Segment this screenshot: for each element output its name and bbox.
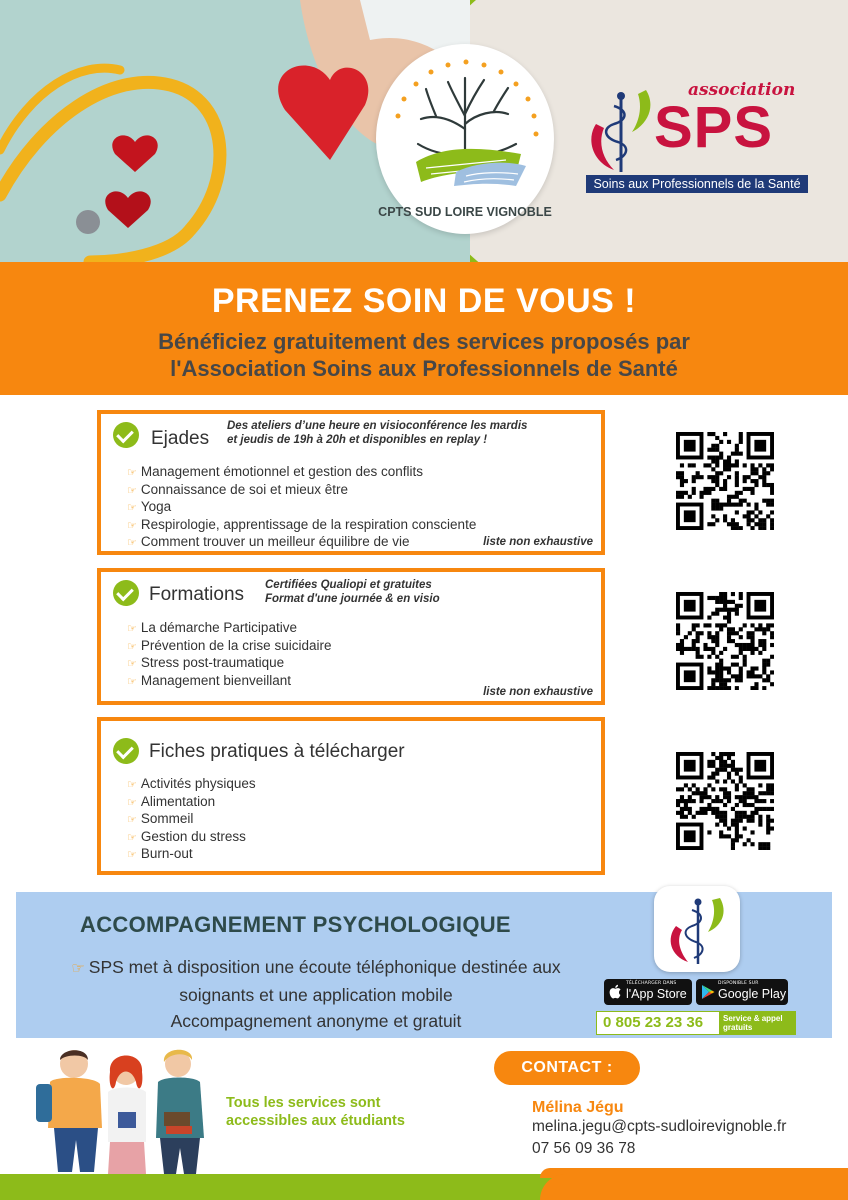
page-subtitle [0, 328, 848, 382]
contact-email-link[interactable]: melina.jegu@cpts-sudloirevignoble.fr [532, 1118, 787, 1135]
list-item: ☞ Comment trouver un meilleur équilibre de vie [127, 534, 410, 550]
pointing-hand-icon: ☞ [127, 814, 137, 827]
qr-code-icon [676, 432, 774, 530]
pointing-hand-icon: ☞ [127, 484, 137, 497]
list-item: ☞ Stress post-traumatique [127, 655, 285, 671]
list-item: ☞ Respirologie, apprentissage de la respiration consciente [127, 516, 477, 532]
service-list [127, 463, 476, 551]
list-item: ☞ Management émotionnel et gestion des conflits [127, 464, 424, 479]
service-title: Fiches pratiques à télécharger [149, 741, 405, 762]
list-item: ☞ Management bienveillant [127, 672, 291, 688]
headline-banner [0, 262, 848, 395]
app-store-button[interactable] [604, 979, 692, 1005]
subtitle-line-2: l'Association Soins aux Professionnels de Santé [170, 356, 678, 381]
qr-code-icon [676, 752, 774, 850]
app-store-label: l'App Store [626, 987, 687, 1001]
psy-line-2: soignants et une application mobile [179, 985, 453, 1005]
phone-number: 0 805 23 23 36 [603, 1014, 704, 1031]
cpts-logo-text: CPTS SUD LOIRE VIGNOBLE [378, 205, 552, 219]
pointing-hand-icon: ☞ [127, 675, 137, 688]
check-icon [113, 738, 139, 764]
tree-icon [376, 44, 554, 234]
header [0, 0, 848, 262]
psy-description [16, 954, 616, 1034]
students-line-2: accessibles aux étudiants [226, 1113, 405, 1129]
pointing-hand-icon: ☞ [127, 519, 137, 532]
list-item: ☞ Burn-out [127, 846, 193, 862]
app-store-small-label: TÉLÉCHARGER DANS [626, 981, 677, 986]
psy-title: ACCOMPAGNEMENT PSYCHOLOGIQUE [80, 912, 511, 937]
service-list [127, 619, 331, 689]
sps-association-label: association [688, 80, 796, 100]
list-item: ☞ Activités physiques [127, 776, 256, 791]
pointing-hand-icon: ☞ [127, 502, 137, 515]
list-item: ☞ Connaissance de soi et mieux être [127, 481, 348, 497]
service-note-line-1: Des ateliers d’une heure en visioconférence les mardis [227, 420, 528, 432]
list-item: ☞ Prévention de la crise suicidaire [127, 637, 332, 653]
service-note [265, 578, 440, 606]
service-footnote: liste non exhaustive [483, 686, 593, 698]
service-box-fiches [97, 717, 605, 875]
cpts-logo [376, 44, 554, 234]
psy-line-1: ☞ SPS met à disposition une écoute téléphonique destinée aux [71, 957, 561, 977]
service-title: Formations [149, 584, 245, 605]
service-footnote: liste non exhaustive [483, 536, 593, 548]
service-title: Ejades [151, 428, 210, 449]
subtitle-line-1: Bénéficiez gratuitement des services proposés par [158, 329, 690, 354]
contact-phone-link[interactable]: 07 56 09 36 78 [532, 1140, 636, 1157]
pointing-hand-icon: ☞ [127, 831, 137, 844]
page-title: PRENEZ SOIN DE VOUS ! [211, 282, 637, 320]
qr-code-ejades[interactable] [676, 432, 774, 530]
caduceus-hands-icon [584, 84, 654, 176]
list-item: ☞ Yoga [127, 499, 172, 515]
service-note-line-2: et jeudis de 19h à 20h et disponibles en replay ! [227, 434, 488, 446]
sps-logo [584, 78, 816, 196]
free-phone-number[interactable] [596, 1011, 796, 1035]
sps-app-icon[interactable] [654, 886, 740, 972]
service-note [227, 419, 527, 447]
pointing-hand-icon: ☞ [127, 779, 137, 791]
list-item: ☞ Gestion du stress [127, 828, 246, 844]
service-note-line-2: Format d'une journée & en visio [265, 593, 440, 605]
footer-green-band [0, 1174, 570, 1200]
service-box-formations [97, 568, 605, 705]
pointing-hand-icon: ☞ [127, 623, 137, 635]
check-icon [113, 422, 139, 448]
students-illustration [28, 1042, 224, 1178]
contact-badge [494, 1051, 640, 1085]
psychological-support-panel [16, 892, 832, 1038]
students-info [226, 1094, 466, 1130]
qr-code-icon [676, 592, 774, 690]
google-play-small-label: DISPONIBLE SUR [718, 981, 759, 986]
qr-code-fiches[interactable] [676, 752, 774, 850]
check-icon [113, 580, 139, 606]
contact-label: CONTACT : [521, 1059, 613, 1076]
psy-line-3: Accompagnement anonyme et gratuit [170, 1011, 462, 1031]
pointing-hand-icon: ☞ [127, 640, 137, 653]
sps-name: SPS [654, 95, 774, 160]
pointing-hand-icon: ☞ [71, 960, 85, 977]
free-call-tag: Service & appel gratuits [719, 1012, 795, 1034]
pointing-hand-icon: ☞ [127, 537, 137, 550]
service-box-ejades [97, 410, 605, 555]
list-item: ☞ La démarche Participative [127, 620, 297, 635]
service-list [127, 775, 256, 863]
google-play-button[interactable] [696, 979, 788, 1005]
caduceus-hands-icon [654, 886, 740, 972]
google-play-icon [701, 984, 715, 1004]
sps-tagline: Soins aux Professionnels de la Santé [586, 175, 808, 193]
contact-name: Mélina Jégu [532, 1099, 624, 1116]
list-item: ☞ Sommeil [127, 811, 194, 827]
pointing-hand-icon: ☞ [127, 796, 137, 809]
qr-code-formations[interactable] [676, 592, 774, 690]
apple-icon [609, 984, 623, 1004]
pointing-hand-icon: ☞ [127, 467, 137, 479]
list-item: ☞ Alimentation [127, 793, 216, 809]
service-note-line-1: Certifiées Qualiopi et gratuites [265, 579, 432, 591]
google-play-label: Google Play [718, 987, 787, 1001]
pointing-hand-icon: ☞ [127, 849, 137, 862]
students-line-1: Tous les services sont [226, 1095, 381, 1111]
pointing-hand-icon: ☞ [127, 658, 137, 671]
footer-orange-band [540, 1174, 848, 1200]
